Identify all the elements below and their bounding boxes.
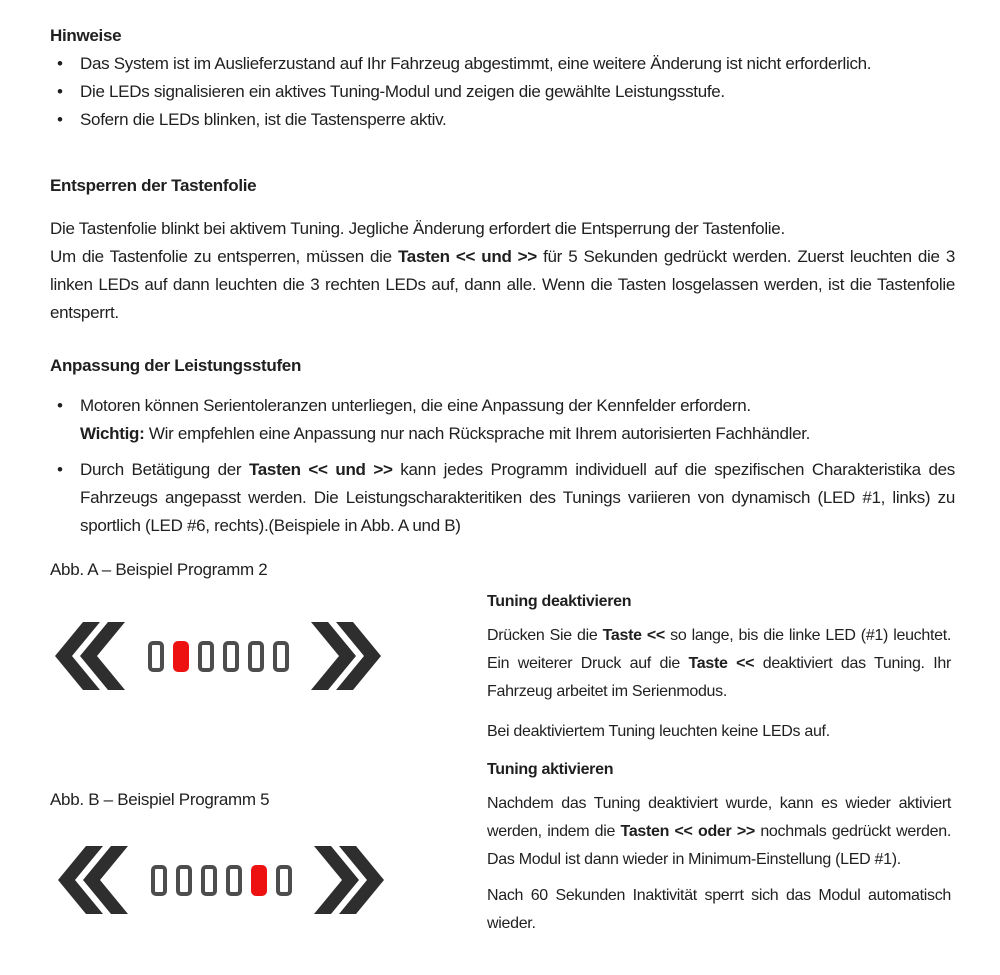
list-item-text: Die LEDs signalisieren ein aktives Tuning-Modul und zeigen die gewählte Leistungsstufe. xyxy=(80,82,725,101)
paragraph xyxy=(487,622,951,706)
led-1-off xyxy=(148,641,164,672)
chevron-right-double-icon xyxy=(311,622,381,690)
paragraph xyxy=(50,243,955,327)
section-title-tuning-aktivieren: Tuning aktivieren xyxy=(487,761,614,778)
paragraph: Bei deaktiviertem Tuning leuchten keine LEDs auf. xyxy=(487,723,830,740)
section-entsperren xyxy=(50,172,955,327)
text-run-bold: Tasten << und >> xyxy=(397,247,537,266)
bullet-marker: • xyxy=(57,110,63,129)
led-row-figure-b xyxy=(151,865,292,896)
bullet-marker: • xyxy=(57,82,63,101)
text-run: Wir empfehlen eine Anpassung nur nach Rücksprache mit Ihrem autorisierten Fachhändler. xyxy=(144,424,811,443)
list-item xyxy=(50,392,955,448)
list-item xyxy=(50,78,955,106)
bullet-marker: • xyxy=(57,460,63,479)
led-2-off xyxy=(176,865,192,896)
list-item-text: Sofern die LEDs blinken, ist die Tastensperre aktiv. xyxy=(80,110,447,129)
text-run: Nachdem das Tuning deaktiviert wurde, kann es wieder aktiviert werden, indem die xyxy=(487,795,951,840)
anpassung-list xyxy=(50,392,955,540)
paragraph: Die Tastenfolie blinkt bei aktivem Tuning. Jegliche Änderung erfordert die Entsperrung der Tastenfolie. xyxy=(50,219,785,238)
paragraph xyxy=(80,456,955,540)
text-run-bold: Tasten << und >> xyxy=(248,460,393,479)
chevron-left-double-icon xyxy=(58,846,128,914)
text-run: nochmals gedrückt werden. Das Modul ist dann wieder in Minimum-Einstellung (LED #1). xyxy=(487,823,951,868)
paragraph xyxy=(487,790,951,874)
figure-a-caption: Abb. A – Beispiel Programm 2 xyxy=(50,560,268,579)
section-title-anpassung: Anpassung der Leistungsstufen xyxy=(50,356,302,375)
paragraph xyxy=(80,420,955,448)
list-item xyxy=(50,106,955,134)
section-title-hinweise: Hinweise xyxy=(50,26,122,45)
section-title-entsperren: Entsperren der Tastenfolie xyxy=(50,176,257,195)
section-hinweise xyxy=(50,22,955,134)
right-column xyxy=(487,588,951,938)
led-5-off xyxy=(248,641,264,672)
chevron-right-double-icon xyxy=(314,846,384,914)
list-item xyxy=(50,456,955,540)
figure-a-led-display xyxy=(55,622,381,690)
paragraph: Motoren können Serientoleranzen unterliegen, die eine Anpassung der Kennfelder erfordern. xyxy=(80,396,751,415)
list-item-text: Das System ist im Auslieferzustand auf Ihr Fahrzeug abgestimmt, eine weitere Änderung ist nicht erforderlich. xyxy=(80,54,872,73)
led-6-off xyxy=(276,865,292,896)
text-run: Um die Tastenfolie zu entsperren, müssen die xyxy=(50,247,398,266)
text-run-bold: Taste << xyxy=(688,655,755,672)
text-run: Drücken Sie die xyxy=(487,627,603,644)
figure-b-led-display xyxy=(58,846,384,914)
text-run: so lange, bis die linke LED (#1) leuchtet. Ein weiterer Druck auf die xyxy=(487,627,951,672)
hinweise-list xyxy=(50,50,955,134)
led-6-off xyxy=(273,641,289,672)
section-title-tuning-deaktivieren: Tuning deaktivieren xyxy=(487,593,632,610)
figure-b-caption: Abb. B – Beispiel Programm 5 xyxy=(50,790,270,809)
bullet-marker: • xyxy=(57,54,63,73)
led-3-off xyxy=(198,641,214,672)
led-4-off xyxy=(226,865,242,896)
text-run: Durch Betätigung der xyxy=(80,460,249,479)
bullet-marker: • xyxy=(57,396,63,415)
text-run: für 5 Sekunden gedrückt werden. Zuerst leuchten die 3 linken LEDs auf dann leuchten die 3 rechten LEDs auf, dann alle. Wenn die Tasten losgelassen werden, ist die Tastenfolie entsperrt. xyxy=(50,247,955,322)
text-run: deaktiviert das Tuning. Ihr Fahrzeug arbeitet im Serienmodus. xyxy=(487,655,951,700)
led-3-off xyxy=(201,865,217,896)
led-1-off xyxy=(151,865,167,896)
led-4-off xyxy=(223,641,239,672)
section-anpassung xyxy=(50,352,955,540)
text-run-bold: Tasten << oder >> xyxy=(620,823,755,840)
text-run: kann jedes Programm individuell auf die spezifischen Charakteristika des Fahrzeugs angepasst werden. Die Leistungscharakteritiken des Tunings variieren von dynamisch (LED #1, links) zu sportlich (LED #6, rechts).(Beispiele in Abb. A und B) xyxy=(80,460,955,535)
chevron-left-double-icon xyxy=(55,622,125,690)
paragraph: Nach 60 Sekunden Inaktivität sperrt sich das Modul automatisch wieder. xyxy=(487,887,951,932)
list-item xyxy=(50,50,955,78)
led-2-active xyxy=(173,641,189,672)
led-row-figure-a xyxy=(148,641,289,672)
text-run-bold: Taste << xyxy=(602,627,665,644)
led-5-active xyxy=(251,865,267,896)
text-run-bold: Wichtig: xyxy=(80,424,145,443)
